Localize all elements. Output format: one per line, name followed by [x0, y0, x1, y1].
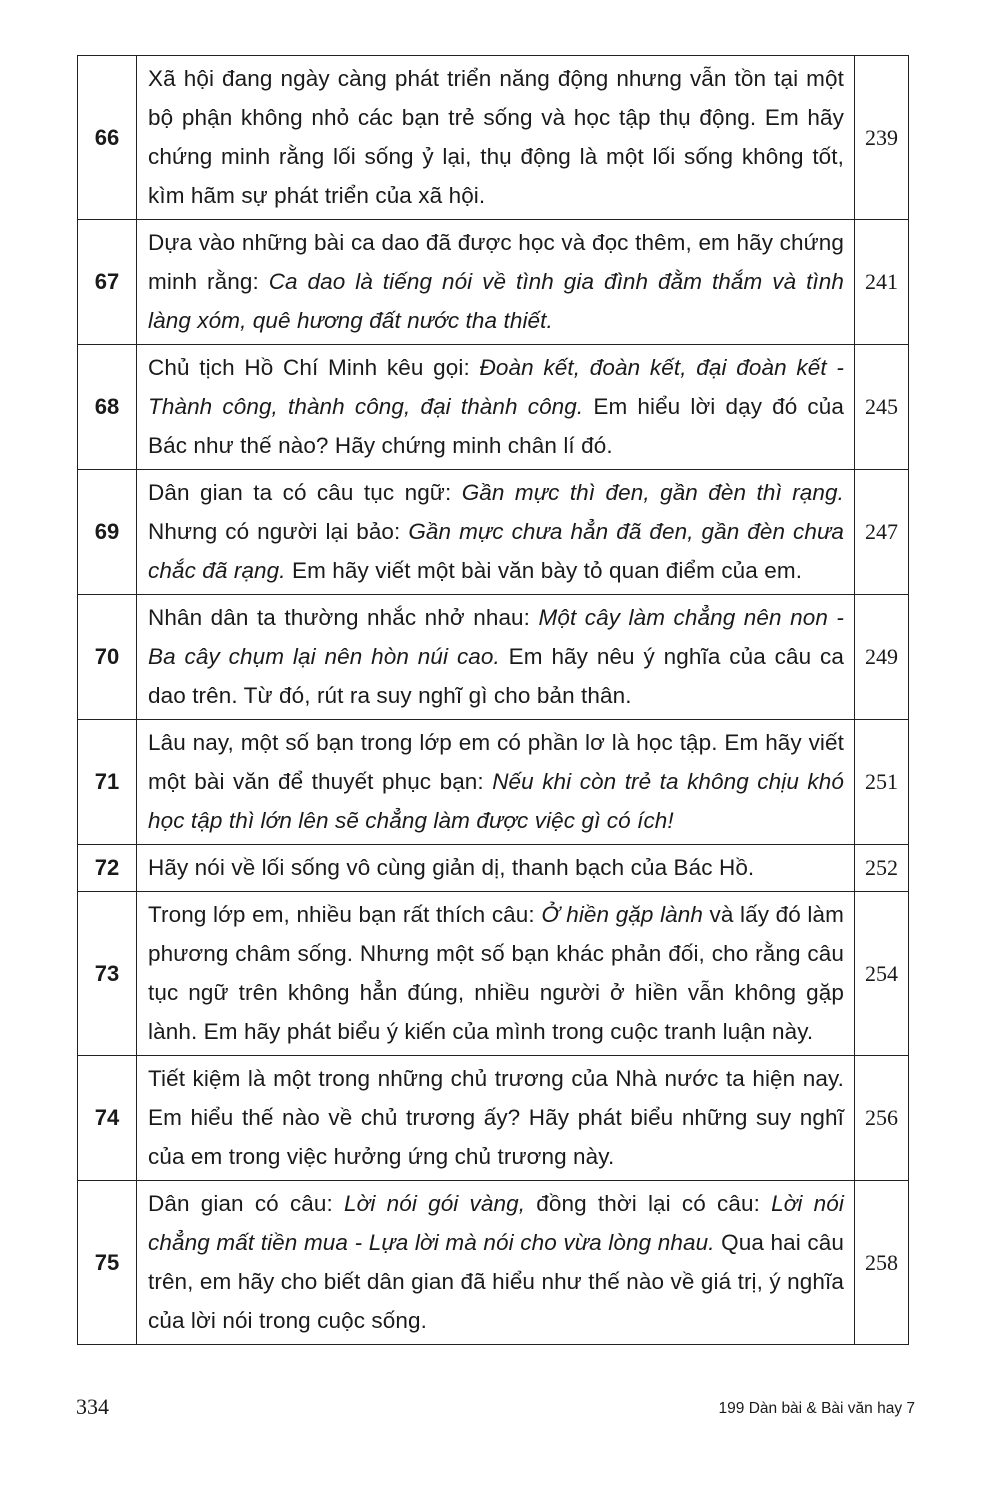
italic-quote: Ở hiền gặp lành: [541, 902, 704, 927]
text-segment: Hãy nói về lối sống vô cùng giản dị, thanh bạch của Bác Hồ.: [148, 855, 755, 880]
text-segment: Nhưng có người lại bảo:: [148, 519, 409, 544]
row-text: [137, 345, 855, 470]
row-number: 68: [78, 345, 137, 470]
table-row: [78, 56, 909, 220]
table-row: [78, 1181, 909, 1345]
row-text: [137, 595, 855, 720]
row-number: 75: [78, 1181, 137, 1345]
text-segment: Chủ tịch Hồ Chí Minh kêu gọi:: [148, 355, 480, 380]
text-segment: và lấy đó làm phương châm sống. Nhưng một số bạn khác phản đối, cho rằng câu tục ngữ trên không hẳn đúng, nhiều người ở hiền vẫn không gặp lành. Em hãy phát biểu ý kiến của mình trong cuộc tranh luận này.: [148, 902, 844, 1044]
text-segment: Nhân dân ta thường nhắc nhở nhau:: [148, 605, 539, 630]
row-number: 66: [78, 56, 137, 220]
text-segment: Em hiểu lời dạy đó của Bác như thế nào? Hãy chứng minh chân lí đó.: [148, 394, 844, 458]
text-segment: Dân gian có câu:: [148, 1191, 345, 1216]
text-segment: đồng thời lại có câu:: [525, 1191, 772, 1216]
page-number: 334: [76, 1394, 109, 1419]
row-number: 72: [78, 845, 137, 892]
table-row: [78, 345, 909, 470]
row-page: 241: [855, 220, 909, 345]
row-page: 251: [855, 720, 909, 845]
table-row: [78, 892, 909, 1056]
text-segment: Lâu nay, một số bạn trong lớp em có phần lơ là học tập. Em hãy viết một bài văn để thuyết phục bạn:: [148, 730, 844, 794]
row-text: [137, 720, 855, 845]
row-page: 254: [855, 892, 909, 1056]
row-text: [137, 1056, 855, 1181]
text-segment: Dân gian ta có câu tục ngữ:: [148, 480, 462, 505]
row-number: 74: [78, 1056, 137, 1181]
row-number: 73: [78, 892, 137, 1056]
row-page: 252: [855, 845, 909, 892]
table-row: [78, 1056, 909, 1181]
row-page: 249: [855, 595, 909, 720]
row-page: 256: [855, 1056, 909, 1181]
text-segment: Trong lớp em, nhiều bạn rất thích câu:: [148, 902, 542, 927]
italic-quote: Ca dao là tiếng nói về tình gia đình đằm thắm và tình làng xóm, quê hương đất nước tha thiết.: [148, 269, 844, 333]
row-text: [137, 470, 855, 595]
text-segment: Xã hội đang ngày càng phát triển năng động nhưng vẫn tồn tại một bộ phận không nhỏ các bạn trẻ sống và học tập thụ động. Em hãy chứng minh rằng lối sống ỷ lại, thụ động là một lối sống không tốt, kìm hãm sự phát triển của xã hội.: [148, 66, 844, 208]
row-page: 245: [855, 345, 909, 470]
table-row: [78, 720, 909, 845]
row-number: 69: [78, 470, 137, 595]
book-title: 199 Dàn bài & Bài văn hay 7: [718, 1400, 915, 1417]
italic-quote: Đoàn kết, đoàn kết, đại đoàn kết - Thành công, thành công, đại thành công.: [148, 355, 844, 419]
row-page: 258: [855, 1181, 909, 1345]
table-row: [78, 595, 909, 720]
row-text: [137, 845, 855, 892]
italic-quote: Lời nói chẳng mất tiền mua - Lựa lời mà nói cho vừa lòng nhau.: [148, 1191, 845, 1255]
row-text: [137, 220, 855, 345]
row-page: 239: [855, 56, 909, 220]
italic-quote: Gần mực thì đen, gần đèn thì rạng.: [461, 480, 844, 505]
text-segment: Qua hai câu trên, em hãy cho biết dân gian đã hiểu như thế nào về giá trị, ý nghĩa của lời nói trong cuộc sống.: [148, 1230, 844, 1333]
italic-quote: Nếu khi còn trẻ ta không chịu khó học tập thì lớn lên sẽ chẳng làm được việc gì có ích!: [148, 769, 844, 833]
row-text: [137, 1181, 855, 1345]
row-text: [137, 56, 855, 220]
italic-quote: Gần mực chưa hẳn đã đen, gần đèn chưa chắc đã rạng.: [148, 519, 844, 583]
row-number: 71: [78, 720, 137, 845]
text-segment: Dựa vào những bài ca dao đã được học và đọc thêm, em hãy chứng minh rằng:: [148, 230, 844, 294]
row-text: [137, 892, 855, 1056]
italic-quote: Lời nói gói vàng,: [344, 1191, 526, 1216]
table-row: [78, 845, 909, 892]
row-page: 247: [855, 470, 909, 595]
text-segment: Em hãy nêu ý nghĩa của câu ca dao trên. Từ đó, rút ra suy nghĩ gì cho bản thân.: [148, 644, 844, 708]
italic-quote: Một cây làm chẳng nên non - Ba cây chụm lại nên hòn núi cao.: [148, 605, 844, 669]
table-row: [78, 220, 909, 345]
table-of-contents: [77, 55, 909, 1345]
row-number: 67: [78, 220, 137, 345]
table-row: [78, 470, 909, 595]
toc-body: [78, 56, 909, 1345]
text-segment: Em hãy viết một bài văn bày tỏ quan điểm của em.: [285, 558, 803, 583]
text-segment: Tiết kiệm là một trong những chủ trương của Nhà nước ta hiện nay. Em hiểu thế nào về chủ trương ấy? Hãy phát biểu những suy nghĩ của em trong việc hưởng ứng chủ trương này.: [148, 1066, 844, 1169]
row-number: 70: [78, 595, 137, 720]
